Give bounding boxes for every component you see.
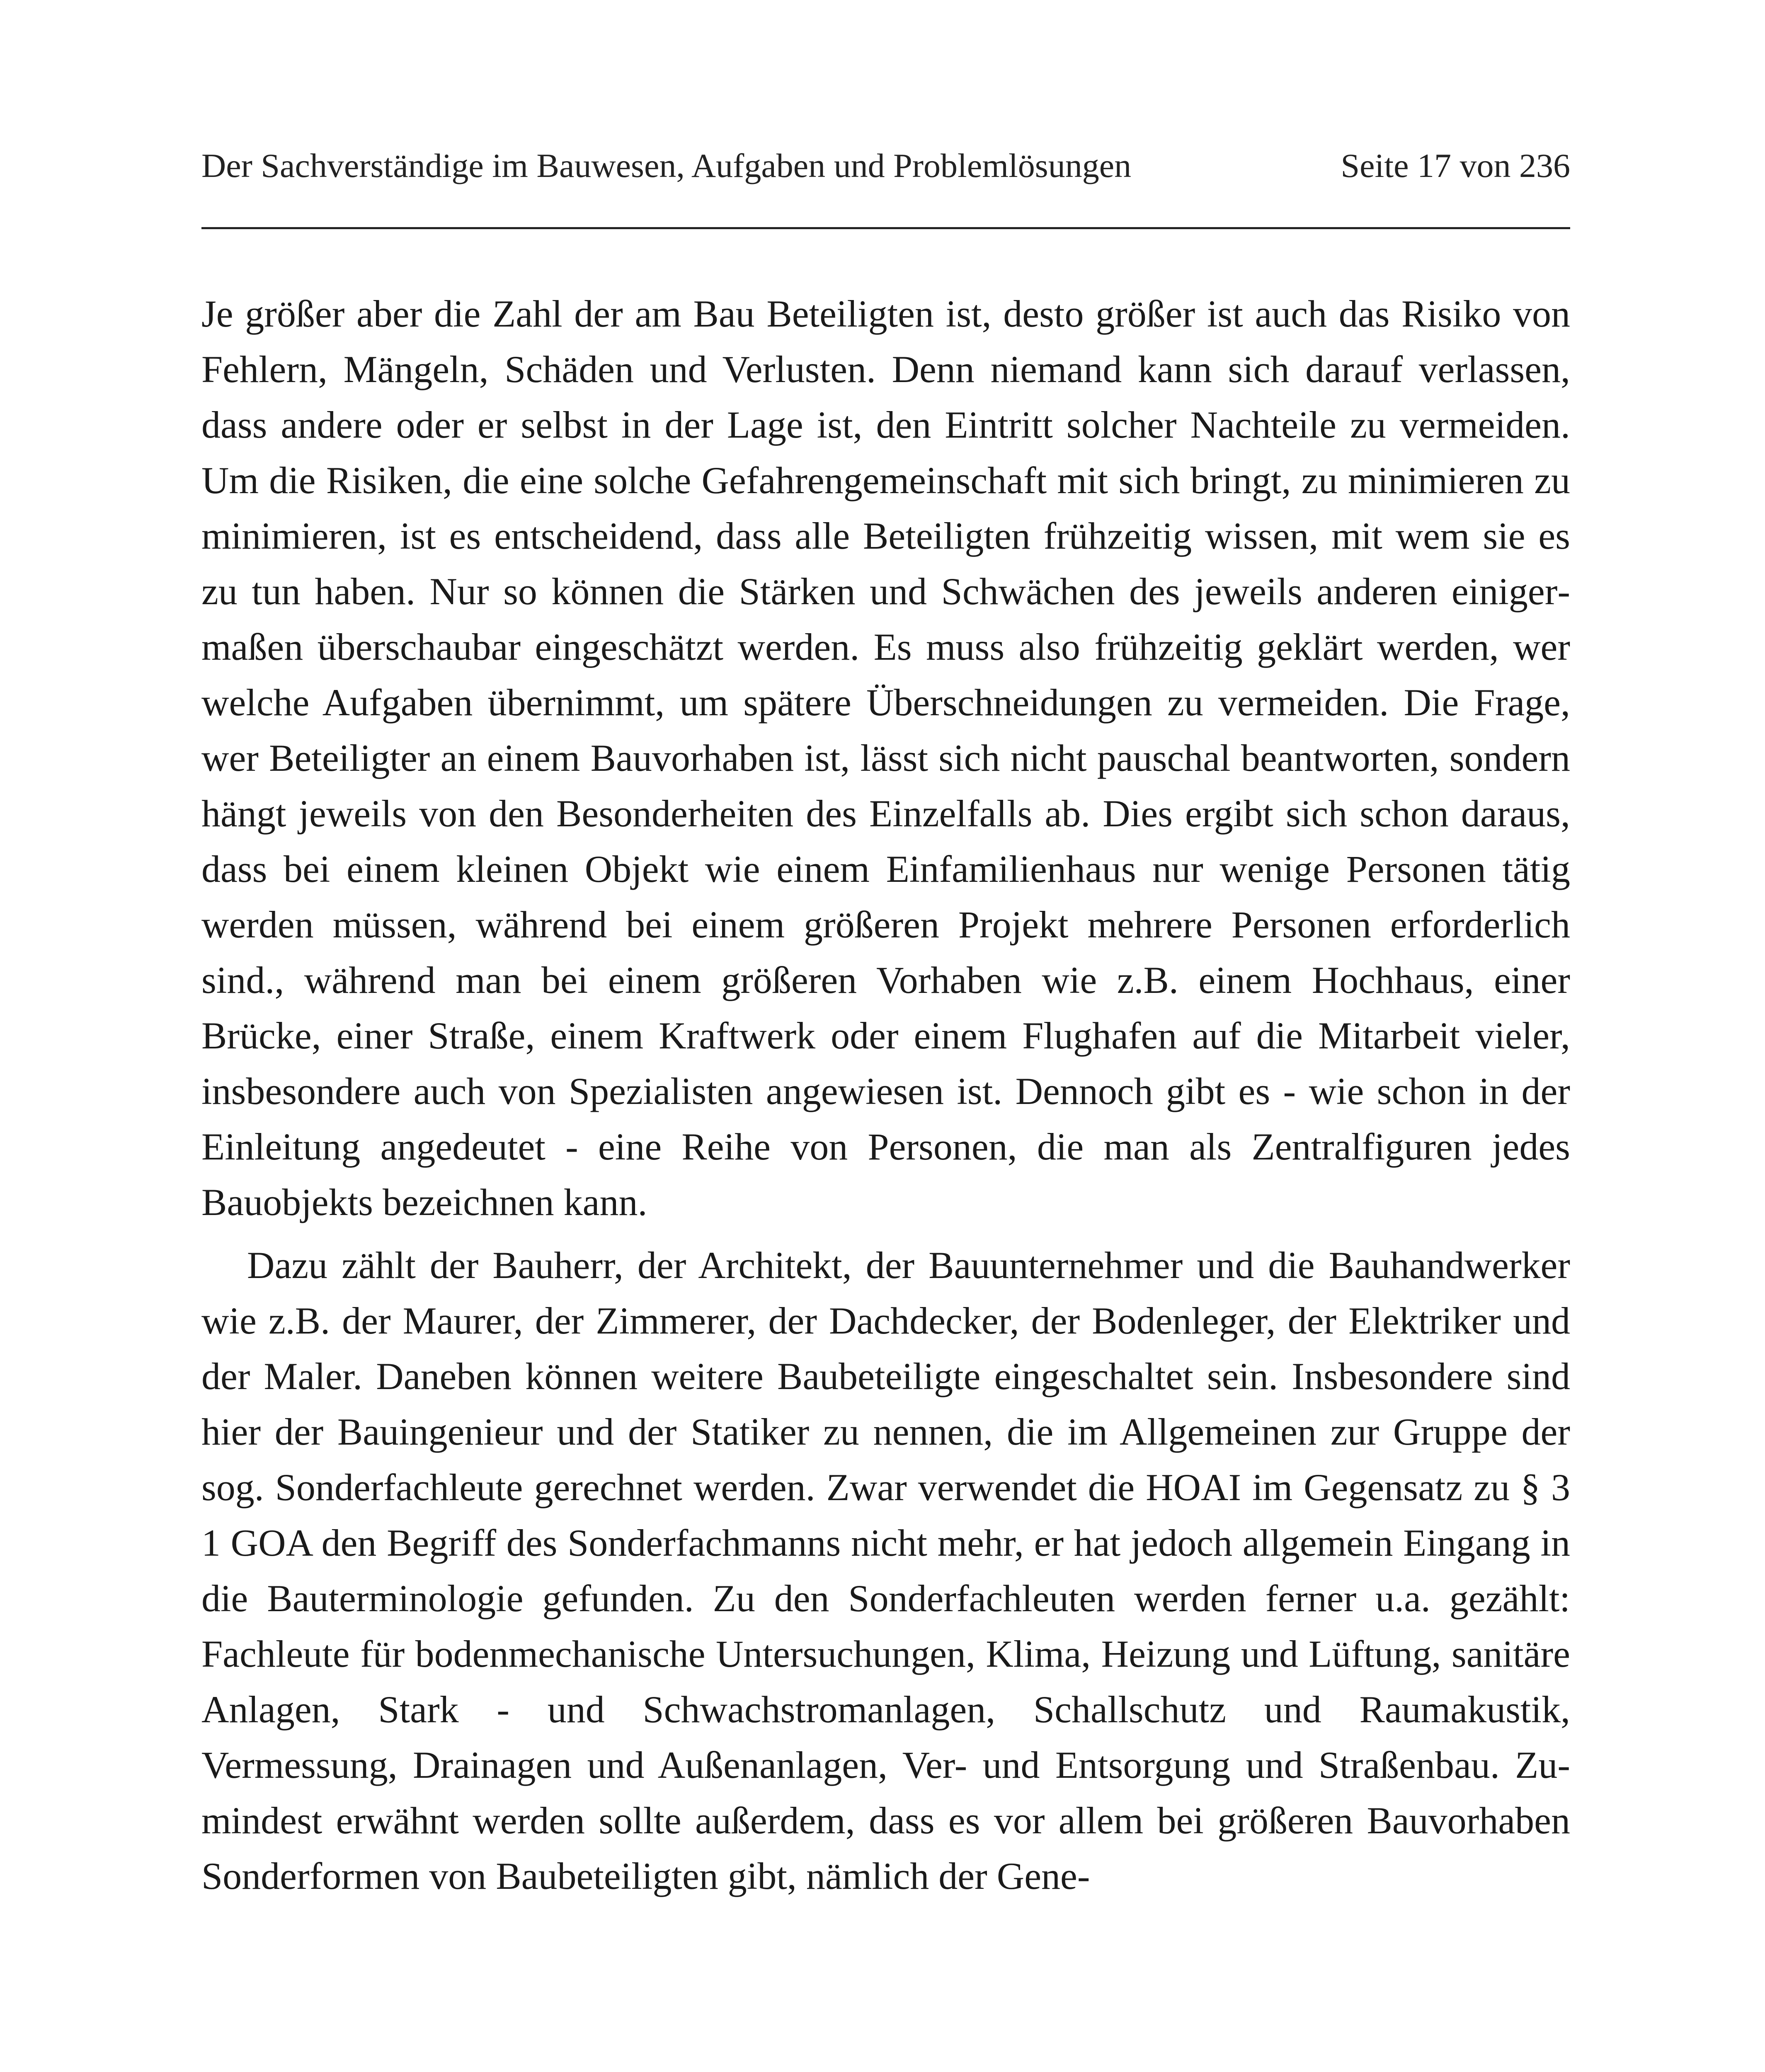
paragraph-1: Je größer aber die Zahl der am Bau Beteiligten ist, desto größer ist auch das Risiko von Fehlern, Mängeln, Schäden und Verlusten. Denn niemand kann sich darauf verlassen, dass andere oder er selbst in der Lage ist, den Eintritt solcher Nachteile zu vermeiden. Um die Risiken, die eine solche Gefahrengemeinschaft mit sich bringt, zu minimieren zu minimieren, ist es entscheidend, dass alle Beteiligten frühzeitig wissen, mit wem sie es zu tun haben. Nur so können die Stärken und Schwächen des jeweils anderen einigermaßen überschaubar eingeschätzt werden. Es muss also frühzeitig geklärt werden, wer welche Aufgaben übernimmt, um spätere Überschneidungen zu vermeiden. Die Frage, wer Beteiligter an einem Bauvorhaben ist, lässt sich nicht pauschal beantworten, sondern hängt jeweils von den Besonderheiten des Einzelfalls ab. Dies ergibt sich schon daraus, dass bei einem kleinen Objekt wie einem Einfamilienhaus nur wenige Personen tätig werden müssen, während bei einem größeren Projekt mehrere Personen erforderlich sind., während man bei einem größeren Vorhaben wie z.B. einem Hochhaus, einer Brücke, einer Straße, einem Kraftwerk oder einem Flughafen auf die Mitarbeit vieler, insbesondere auch von Spezialisten angewiesen ist. Dennoch gibt es - wie schon in der Einleitung angedeutet - eine Reihe von Personen, die man als Zentralfiguren jedes Bauobjekts bezeichnen kann. — [201, 293, 1570, 1223]
header-divider — [201, 227, 1570, 229]
page-header — [201, 141, 1570, 191]
body-text — [201, 286, 1570, 1904]
page-number: Seite 17 von 236 — [1341, 147, 1570, 184]
running-header-title: Der Sachverständige im Bauwesen, Aufgaben und Problemlösungen — [201, 147, 1132, 184]
paragraph-2: Dazu zählt der Bauherr, der Architekt, der Bauunternehmer und die Bauhandwerker wie z.B. der Maurer, der Zimmerer, der Dachdecker, der Bodenleger, der Elektriker und der Maler. Daneben können weitere Baubeteiligte eingeschaltet sein. Insbesondere sind hier der Bauingenieur und der Statiker zu nennen, die im Allgemeinen zur Gruppe der sog. Sonderfachleute gerechnet werden. Zwar verwendet die HOAI im Gegensatz zu § 3 1 GOA den Begriff des Sonderfachmanns nicht mehr, er hat jedoch allgemein Eingang in die Bauterminologie gefunden. Zu den Sonderfachleuten werden ferner u.a. gezählt: Fachleute für bodenmechanische Untersuchungen, Klima, Heizung und Lüftung, sanitäre Anlagen, Stark - und Schwachstromanlagen, Schallschutz und Raumakustik, Vermessung, Drainagen und Außenanlagen, Ver- und Entsorgung und Straßenbau. Zumindest erwähnt werden sollte außerdem, dass es vor allem bei größeren Bauvorhaben Sonderformen von Baubeteiligten gibt, nämlich der Gene- — [201, 1244, 1570, 1897]
